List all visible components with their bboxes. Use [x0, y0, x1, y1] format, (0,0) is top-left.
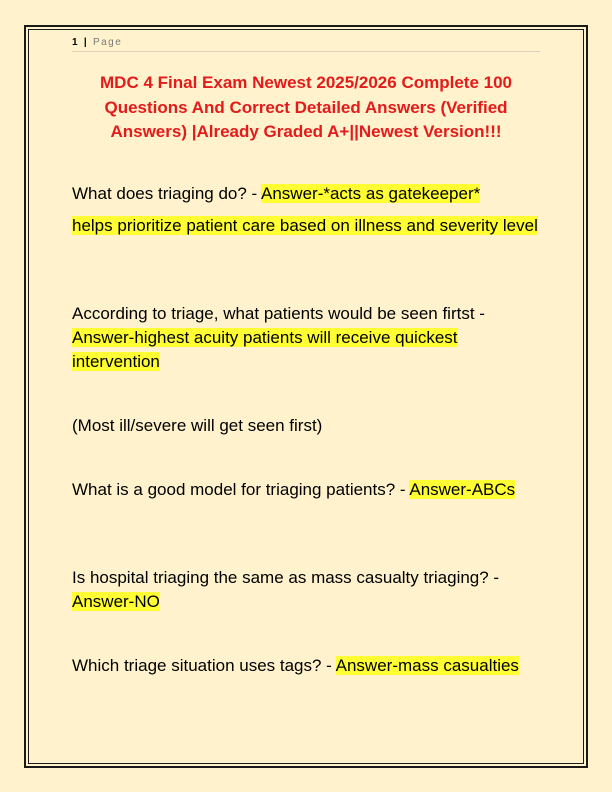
- answer-text: Answer-ABCs: [409, 480, 516, 499]
- answer-text: Answer-mass casualties: [335, 656, 519, 675]
- question-text: According to triage, what patients would be seen firtst -: [72, 304, 485, 323]
- answer-text: Answer-highest acuity patients will receive quickest intervention: [72, 328, 458, 371]
- qa-item-2: [72, 302, 540, 374]
- question-text: Is hospital triaging the same as mass casualty triaging? -: [72, 568, 500, 587]
- qa-item-1-continued: [72, 214, 540, 238]
- question-text: Which triage situation uses tags? -: [72, 656, 336, 675]
- answer-text: Answer-NO: [72, 592, 160, 611]
- page-header: [72, 36, 540, 52]
- qa-item-1: [72, 182, 540, 206]
- answer-text: Answer-*acts as gatekeeper*: [261, 184, 481, 203]
- question-text: What does triaging do? -: [72, 184, 262, 203]
- qa-item-3: [72, 478, 540, 502]
- document-title: MDC 4 Final Exam Newest 2025/2026 Complete 100 Questions And Correct Detailed Answers (Verified Answers) |Already Graded A+||Newest Version!!!: [100, 73, 512, 141]
- qa-item-5: [72, 654, 540, 678]
- question-text: What is a good model for triaging patients? -: [72, 480, 410, 499]
- answer-text-continued: helps prioritize patient care based on illness and severity level: [72, 216, 538, 235]
- qa-item-2-note: (Most ill/severe will get seen first): [72, 416, 323, 435]
- page-separator: |: [83, 37, 87, 48]
- page-label: Page: [92, 37, 123, 48]
- page-number: 1: [72, 37, 78, 48]
- qa-item-4: [72, 566, 540, 614]
